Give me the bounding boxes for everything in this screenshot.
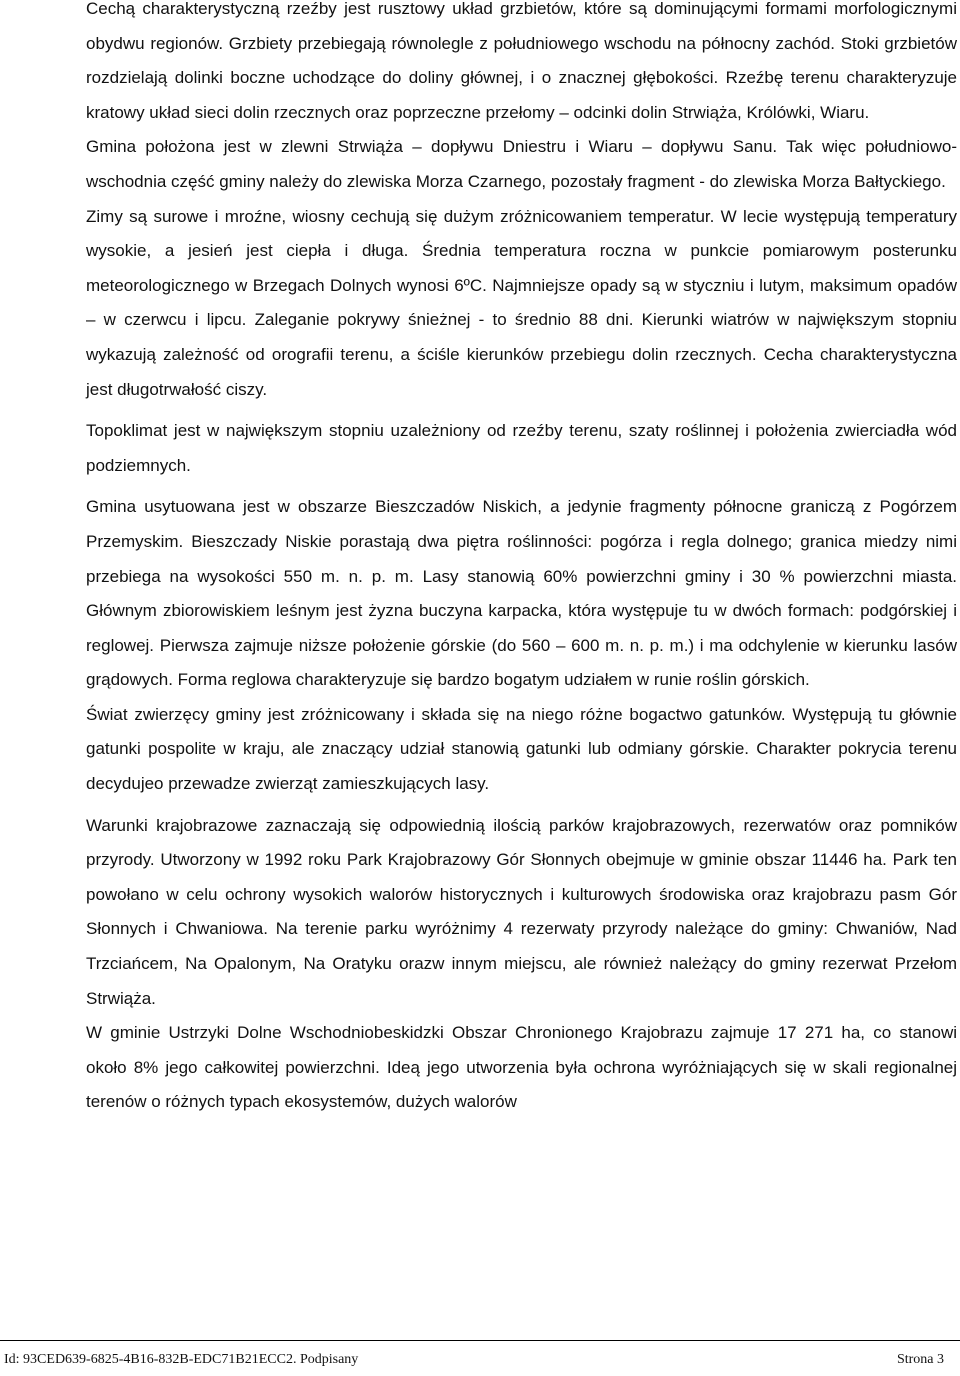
paragraph-climate: Zimy są surowe i mroźne, wiosny cechują się dużym zróżnicowaniem temperatur. W lecie występują temperatury wysokie, a jesień jest ciepła i długa. Średnia temperatura roczna w punkcie pomiarowym posterunku meteorologicznego w Brzegach Dolnych wynosi 6ºC. Najmniejsze opady są w styczniu i lutym, maksimum opadów – w czerwcu i lipcu. Zaleganie pokrywy śnieżnej - to średnio 88 dni. Kierunki wiatrów w największym stopniu wykazują zależność od orografii terenu, a ściśle kierunków przebiegu dolin rzecznych. Cecha charakterystyczna jest długotrwałość ciszy.	[86, 206, 957, 399]
paragraph-fauna: Świat zwierzęcy gminy jest zróżnicowany i składa się na niego różne bogactwo gatunków. Występują tu głównie gatunki pospolite w kraju, ale znaczący udział stanowią gatunki lub odmiany górskie. Charakter pokrycia terenu decydujeo przewadze zwierząt zamieszkujących lasy.	[86, 704, 957, 794]
paragraph-vegetation: Gmina usytuowana jest w obszarze Bieszczadów Niskich, a jedynie fragmenty północne graniczą z Pogórzem Przemyskim. Bieszczady Niskie porastają dwa piętra roślinności: pogórza i regla dolnego; granica miedzy nimi przebiega na wysokości 550 m. n. p. m. Lasy stanowią 60% powierzchni gminy i 30 % powierzchni miasta. Głównym zbiorowiskiem leśnym jest żyzna buczyna karpacka, która występuje tu w dwóch formach: podgórskiej i reglowej. Pierwsza zajmuje niższe położenie górskie (do 560 – 600 m. n. p. m.) i ma odchylenie w kierunku lasów grądowych. Forma reglowa charakteryzuje się bardzo bogatym udziałem w runie roślin górskich.	[86, 497, 957, 690]
paragraph-protected-area: W gminie Ustrzyki Dolne Wschodniobeskidzki Obszar Chronionego Krajobrazu zajmuje 17 271 ha, co stanowi około 8% jego całkowitej powierzchni. Ideą jego utworzenia była ochrona wyróżniających się w skali regionalnej terenów o różnych typach ekosystemów, dużych walorów	[86, 1023, 957, 1112]
paragraph-catchment: Gmina położona jest w zlewni Strwiąża – dopływu Dniestru i Wiaru – dopływu Sanu. Tak więc południowo-wschodnia część gminy należy do zlewiska Morza Czarnego, pozostały fragment - do zlewiska Morza Bałtyckiego.	[86, 137, 957, 191]
page-number: Strona 3	[896, 1352, 944, 1367]
paragraph-landscape-parks: Warunki krajobrazowe zaznaczają się odpowiednią ilością parków krajobrazowych, rezerwatów oraz pomników przyrody. Utworzony w 1992 roku Park Krajobrazowy Gór Słonnych obejmuje w gminie obszar 11446 ha. Park ten powołano w celu ochrony wysokich walorów historycznych i kulturowych środowiska oraz krajobrazu pasm Gór Słonnych i Chwaniowa. Na terenie parku wyróżnimy 4 rezerwaty przyrody należące do gminy: Chwaniów, Nad Trzciańcem, Na Opalonym, Na Oratyku orazw innym miejscu, ale również należący do gminy rezerwat Przełom Strwiąża.	[86, 815, 957, 1008]
document-id-signature: Id: 93CED639-6825-4B16-832B-EDC71B21ECC2. Podpisany	[4, 1352, 359, 1367]
document-body	[86, 0, 957, 1120]
paragraph-relief: Cechą charakterystyczną rzeźby jest rusztowy układ grzbietów, które są dominującymi formami morfologicznymi obydwu regionów. Grzbiety przebiegają równolegle z południowego wschodu na północny zachód. Stoki grzbietów rozdzielają dolinki boczne uchodzące do doliny głównej, i o znacznej głębokości. Rzeźbę terenu charakteryzuje kratowy układ sieci dolin rzecznych oraz poprzeczne przełomy – odcinki dolin Strwiąża, Królówki, Wiaru.	[86, 0, 957, 122]
paragraph-topoclimate: Topoklimat jest w największym stopniu uzależniony od rzeźby terenu, szaty roślinnej i położenia zwierciadła wód podziemnych.	[86, 421, 957, 475]
page-footer	[0, 1340, 960, 1376]
